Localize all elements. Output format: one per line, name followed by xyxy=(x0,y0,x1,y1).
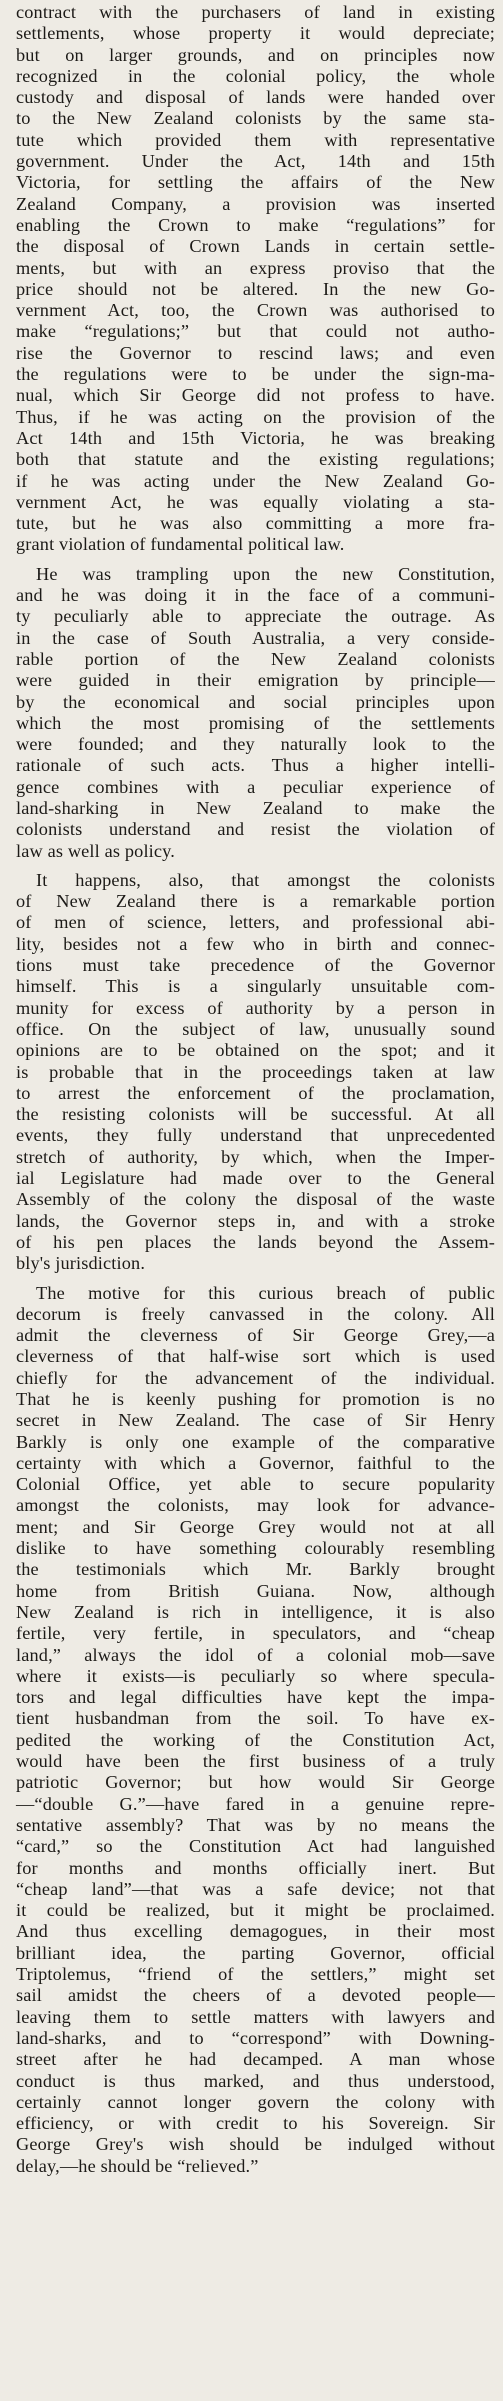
text-line: of New Zealand there is a remarkable portion xyxy=(16,891,495,912)
paragraph-gap xyxy=(16,556,495,564)
paragraph xyxy=(16,564,495,862)
text-line: rable portion of the New Zealand colonists xyxy=(16,648,495,669)
text-line: land,” always the idol of a colonial mob—save xyxy=(16,1644,495,1665)
paragraph-gap xyxy=(16,862,495,870)
text-line: opinions are to be obtained on the spot; and it xyxy=(16,1040,495,1061)
text-line: decorum is freely canvassed in the colony. All xyxy=(16,1303,495,1324)
text-line: Victoria, for settling the affairs of the New xyxy=(16,172,495,193)
text-line: lands, the Governor steps in, and with a stroke xyxy=(16,1210,495,1231)
paragraph xyxy=(16,1283,495,2177)
text-line: the disposal of Crown Lands in certain settle- xyxy=(16,236,495,257)
text-line: colonists understand and resist the violation of xyxy=(16,819,495,840)
text-line: ment; and Sir George Grey would not at all xyxy=(16,1516,495,1537)
text-line: tute, but he was also committing a more fra- xyxy=(16,513,495,534)
text-line: fertile, very fertile, in speculators, and “cheap xyxy=(16,1623,495,1644)
text-line: events, they fully understand that unprecedented xyxy=(16,1125,495,1146)
text-line: it could be realized, but it might be proclaimed. xyxy=(16,1900,495,1921)
text-line: leaving them to settle matters with lawyers and xyxy=(16,2006,495,2027)
text-line: of men of science, letters, and professional abi- xyxy=(16,912,495,933)
text-line: George Grey's wish should be indulged without xyxy=(16,2134,495,2155)
text-line: enabling the Crown to make “regulations” for xyxy=(16,214,495,235)
text-line: munity for excess of authority by a person in xyxy=(16,997,495,1018)
text-line: stretch of authority, by which, when the Imper- xyxy=(16,1146,495,1167)
text-line: “card,” so the Constitution Act had languished xyxy=(16,1836,495,1857)
text-line: vernment Act, he was equally violating a sta- xyxy=(16,491,495,512)
text-line: certainty with which a Governor, faithful to the xyxy=(16,1452,495,1473)
text-line: the resisting colonists will be successful. At all xyxy=(16,1104,495,1125)
text-line: gence combines with a peculiar experience of xyxy=(16,776,495,797)
text-line: efficiency, or with credit to his Sovereign. Sir xyxy=(16,2113,495,2134)
text-line: Act 14th and 15th Victoria, he was breaking xyxy=(16,427,495,448)
text-line: land-sharks, and to “correspond” with Downing- xyxy=(16,2027,495,2048)
text-line: government. Under the Act, 14th and 15th xyxy=(16,151,495,172)
text-line: office. On the subject of law, unusually sound xyxy=(16,1018,495,1039)
text-line: both that statute and the existing regulations; xyxy=(16,449,495,470)
text-line: the testimonials which Mr. Barkly brought xyxy=(16,1559,495,1580)
text-line: conduct is thus marked, and thus understood, xyxy=(16,2070,495,2091)
text-line: but on larger grounds, and on principles now xyxy=(16,44,495,65)
text-line: vernment Act, too, the Crown was authorised to xyxy=(16,300,495,321)
text-line: New Zealand is rich in intelligence, it is also xyxy=(16,1601,495,1622)
text-line: were guided in their emigration by principle— xyxy=(16,670,495,691)
text-line: himself. This is a singularly unsuitable com- xyxy=(16,976,495,997)
text-line: The motive for this curious breach of public xyxy=(36,1282,495,1303)
text-line: street after he had decamped. A man whose xyxy=(16,2049,495,2070)
text-line: make “regulations;” but that could not autho- xyxy=(16,321,495,342)
text-line: settlements, whose property it would depreciate; xyxy=(16,23,495,44)
text-line: to arrest the enforcement of the proclamation, xyxy=(16,1082,495,1103)
text-line: delay,—he should be “relieved.” xyxy=(16,2155,259,2176)
text-line: tions must take precedence of the Governor xyxy=(16,955,495,976)
text-line: recognized in the colonial policy, the whole xyxy=(16,65,495,86)
text-line: lity, besides not a few who in birth and connec- xyxy=(16,933,495,954)
text-line: rise the Governor to rescind laws; and even xyxy=(16,342,495,363)
text-line: and he was doing it in the face of a communi- xyxy=(16,585,495,606)
text-line: were founded; and they naturally look to the xyxy=(16,734,495,755)
text-line: tient husbandman from the soil. To have ex- xyxy=(16,1708,495,1729)
text-line: where it exists—is peculiarly so where specula- xyxy=(16,1665,495,1686)
text-line: Assembly of the colony the disposal of the waste xyxy=(16,1189,495,1210)
text-line: ty peculiarly able to appreciate the outrage. As xyxy=(16,606,495,627)
text-line: which the most promising of the settlements xyxy=(16,712,495,733)
text-line: by the economical and social principles upon xyxy=(16,691,495,712)
text-line: sail amidst the cheers of a devoted people— xyxy=(16,1985,495,2006)
text-line: dislike to have something colourably resembling xyxy=(16,1538,495,1559)
text-line: contract with the purchasers of land in existing xyxy=(16,2,495,22)
text-line: brilliant idea, the parting Governor, official xyxy=(16,1942,495,1963)
text-line: —“double G.”—have fared in a genuine repre- xyxy=(16,1793,495,1814)
text-line: grant violation of fundamental political law. xyxy=(16,534,345,555)
text-line: is probable that in the proceedings taken at law xyxy=(16,1061,495,1082)
text-line: secret in New Zealand. The case of Sir Henry xyxy=(16,1410,495,1431)
text-line: “cheap land”—that was a safe device; not that xyxy=(16,1878,495,1899)
paragraph xyxy=(16,870,495,1275)
text-line: Barkly is only one example of the comparative xyxy=(16,1431,495,1452)
text-line: price should not be altered. In the new Go- xyxy=(16,278,495,299)
text-line: tute which provided them with representative xyxy=(16,129,495,150)
text-line: Colonial Office, yet able to secure popularity xyxy=(16,1474,495,1495)
text-line: for months and months officially inert. But xyxy=(16,1857,495,1878)
text-line: And thus excelling demagogues, in their most xyxy=(16,1921,495,1942)
text-line: That he is keenly pushing for promotion is no xyxy=(16,1389,495,1409)
paragraph xyxy=(16,2,495,556)
text-line: certainly cannot longer govern the colony with xyxy=(16,2091,495,2112)
text-line: custody and disposal of lands were handed over xyxy=(16,87,495,108)
text-line: home from British Guiana. Now, although xyxy=(16,1580,495,1601)
text-line: nual, which Sir George did not profess to have. xyxy=(16,385,495,406)
text-line: rationale of such acts. Thus a higher intelli- xyxy=(16,755,495,776)
text-line: ments, but with an express proviso that the xyxy=(16,257,495,278)
text-line: He was trampling upon the new Constitution, xyxy=(36,563,495,584)
text-line: land-sharking in New Zealand to make the xyxy=(16,797,495,818)
text-line: chiefly for the advancement of the individual. xyxy=(16,1367,495,1388)
text-line: in the case of South Australia, a very conside- xyxy=(16,627,495,648)
text-line: tors and legal difficulties have kept the impa- xyxy=(16,1687,495,1708)
text-line: law as well as policy. xyxy=(16,840,175,861)
text-line: cleverness of that half-wise sort which is used xyxy=(16,1346,495,1367)
paragraph-gap xyxy=(16,1275,495,1283)
text-line: to the New Zealand colonists by the same sta- xyxy=(16,108,495,129)
text-line: It happens, also, that amongst the colonists xyxy=(36,869,495,890)
text-line: patriotic Governor; but how would Sir George xyxy=(16,1772,495,1793)
text-line: of his pen places the lands beyond the Assem- xyxy=(16,1231,495,1252)
text-line: Zealand Company, a provision was inserted xyxy=(16,193,495,214)
text-line: ial Legislature had made over to the General xyxy=(16,1168,495,1189)
text-line: Thus, if he was acting on the provision of the xyxy=(16,406,495,427)
text-line: Triptolemus, “friend of the settlers,” might set xyxy=(16,1964,495,1985)
text-line: sentative assembly? That was by no means the xyxy=(16,1814,495,1835)
text-line: amongst the colonists, may look for advance- xyxy=(16,1495,495,1516)
article-body xyxy=(16,2,495,2177)
text-line: would have been the first business of a truly xyxy=(16,1751,495,1772)
text-line: bly's jurisdiction. xyxy=(16,1253,146,1274)
text-line: if he was acting under the New Zealand Go- xyxy=(16,470,495,491)
text-line: the regulations were to be under the sign-ma- xyxy=(16,364,495,385)
text-line: pedited the working of the Constitution Act, xyxy=(16,1729,495,1750)
text-line: admit the cleverness of Sir George Grey,—a xyxy=(16,1325,495,1346)
